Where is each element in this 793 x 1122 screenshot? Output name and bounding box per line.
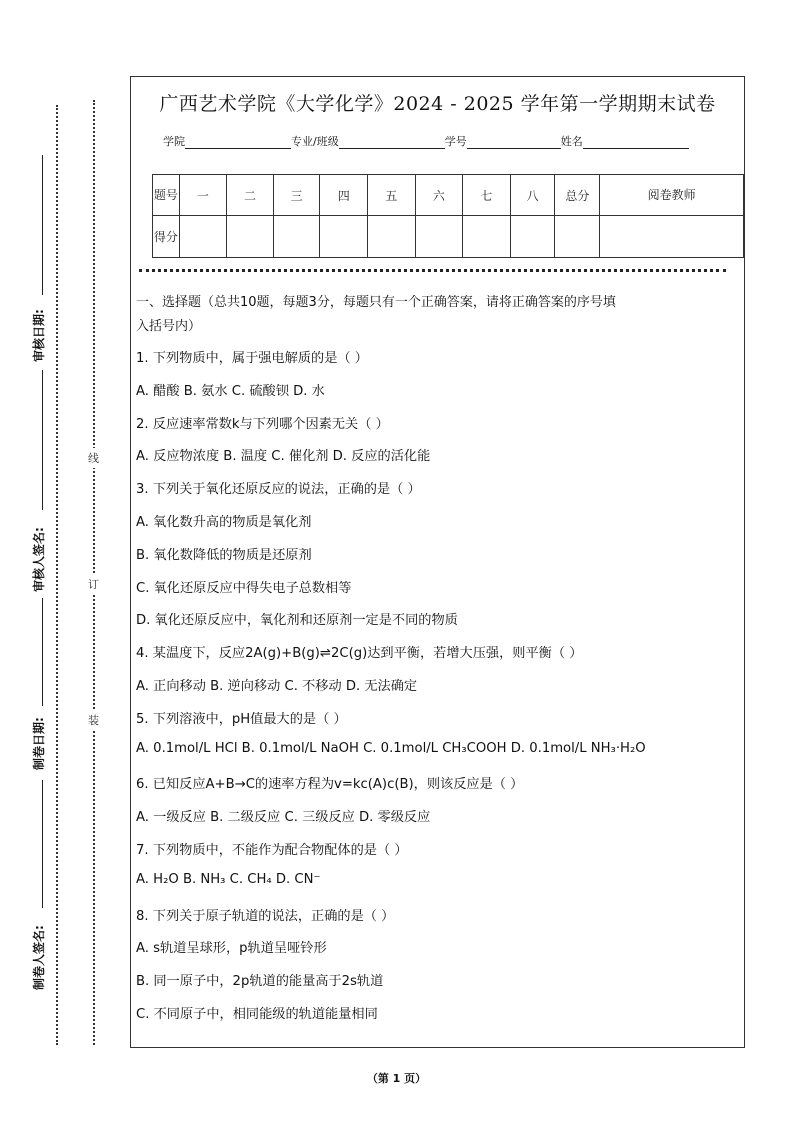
score-cell-8[interactable] [510, 216, 555, 258]
question-stem: 6. 已知反应A+B→C的速率方程为v=kc(A)c(B)，则该反应是（ ） [136, 777, 524, 793]
question-option: A. 氧化数升高的物质是氧化剂 [136, 515, 312, 530]
question-stem: 2. 反应速率常数k与下列哪个因素无关（ ） [136, 416, 389, 432]
question-option: A. 一级反应 B. 二级反应 C. 三级反应 D. 零级反应 [136, 810, 431, 826]
score-col-3: 三 [273, 175, 320, 216]
binding-mark-install: 装 [88, 710, 99, 730]
name-field[interactable] [583, 136, 689, 149]
score-table [152, 174, 744, 258]
college-field[interactable] [185, 136, 291, 149]
college-label: 学院 [163, 135, 185, 148]
score-col-2: 二 [227, 175, 274, 216]
score-col-6: 六 [415, 175, 463, 216]
question-option: B. 同一原子中，2p轨道的能量高于2s轨道 [136, 974, 384, 990]
make-date-label: 制卷日期: [32, 717, 46, 770]
score-cell-total[interactable] [555, 216, 600, 258]
score-table-row-score: 得分 [153, 216, 180, 258]
question-option: A. 0.1mol/L HCl B. 0.1mol/L NaOH C. 0.1mol/L CH₃COOH D. 0.1mol/L NH₃·H₂O [136, 740, 646, 756]
question-stem: 1. 下列物质中，属于强电解质的是（ ） [136, 351, 368, 366]
score-table-row-header: 题号 [153, 175, 180, 216]
section-heading: 一、选择题（总共10题，每题3分，每题只有一个正确答案，请将正确答案的序号填 [136, 295, 616, 310]
score-cell-4[interactable] [320, 216, 368, 258]
make-date-line [42, 598, 43, 706]
score-col-7: 七 [463, 175, 511, 216]
binding-dotted-line [93, 100, 95, 1045]
score-col-8: 八 [510, 175, 555, 216]
score-cell-5[interactable] [368, 216, 416, 258]
score-col-5: 五 [368, 175, 416, 216]
maker-sign-line [42, 780, 43, 908]
student-info-row [163, 133, 689, 149]
question-option: D. 氧化还原反应中，氧化剂和还原剂一定是不同的物质 [136, 613, 458, 629]
question-stem: 8. 下列关于原子轨道的说法，正确的是（ ） [136, 908, 395, 924]
question-option: A. 正向移动 B. 逆向移动 C. 不移动 D. 无法确定 [136, 679, 418, 694]
question-option: A. H₂O B. NH₃ C. CH₄ D. CN⁻ [136, 871, 321, 887]
review-date-label: 审核日期: [32, 309, 46, 362]
question-option: A. 醋酸 B. 氨水 C. 硫酸钡 D. 水 [136, 383, 325, 399]
maker-sign-label: 制卷人签名: [32, 925, 46, 990]
question-option: C. 不同原子中，相同能级的轨道能量相同 [136, 1007, 378, 1022]
score-col-4: 四 [320, 175, 368, 216]
exam-frame [130, 76, 745, 1048]
score-col-grader: 阅卷教师 [600, 175, 744, 216]
score-cell-1[interactable] [179, 216, 227, 258]
name-label: 姓名 [560, 135, 583, 148]
score-col-total: 总分 [555, 175, 600, 216]
score-cell-grader[interactable] [600, 216, 744, 258]
exam-title: 广西艺术学院《大学化学》2024 - 2025 学年第一学期期末试卷 [159, 93, 716, 115]
left-dotted-line [56, 105, 58, 1045]
question-stem: 7. 下列物质中，不能作为配合物配体的是（ ） [136, 843, 408, 858]
major-label: 专业/班级 [291, 135, 339, 148]
score-cell-2[interactable] [227, 216, 274, 258]
binding-mark-order: 订 [88, 574, 99, 594]
score-cell-6[interactable] [415, 216, 463, 258]
score-cell-7[interactable] [463, 216, 511, 258]
review-date-line [42, 155, 43, 295]
score-cell-3[interactable] [273, 216, 320, 258]
question-stem: 3. 下列关于氧化还原反应的说法，正确的是（ ） [136, 482, 421, 498]
question-option: A. s轨道呈球形，p轨道呈哑铃形 [136, 941, 327, 957]
question-option: A. 反应物浓度 B. 温度 C. 催化剂 D. 反应的活化能 [136, 449, 431, 465]
major-field[interactable] [339, 136, 445, 149]
score-col-1: 一 [179, 175, 227, 216]
question-stem: 4. 某温度下，反应2A(g)+B(g)⇌2C(g)达到平衡，若增大压强，则平衡（ ） [136, 646, 583, 662]
student-id-label: 学号 [444, 135, 467, 148]
page-number: （第 1 页） [366, 1072, 427, 1085]
question-stem: 5. 下列溶液中，pH值最大的是（ ） [136, 711, 347, 727]
section-heading-cont: 入括号内） [136, 319, 202, 334]
reviewer-sign-line [42, 370, 43, 510]
reviewer-sign-label: 审核人签名: [32, 527, 46, 592]
question-option: B. 氧化数降低的物质是还原剂 [136, 547, 312, 563]
header-separator [139, 269, 726, 272]
student-id-field[interactable] [467, 136, 561, 149]
question-option: C. 氧化还原反应中得失电子总数相等 [136, 580, 352, 596]
binding-mark-line: 线 [88, 448, 99, 468]
